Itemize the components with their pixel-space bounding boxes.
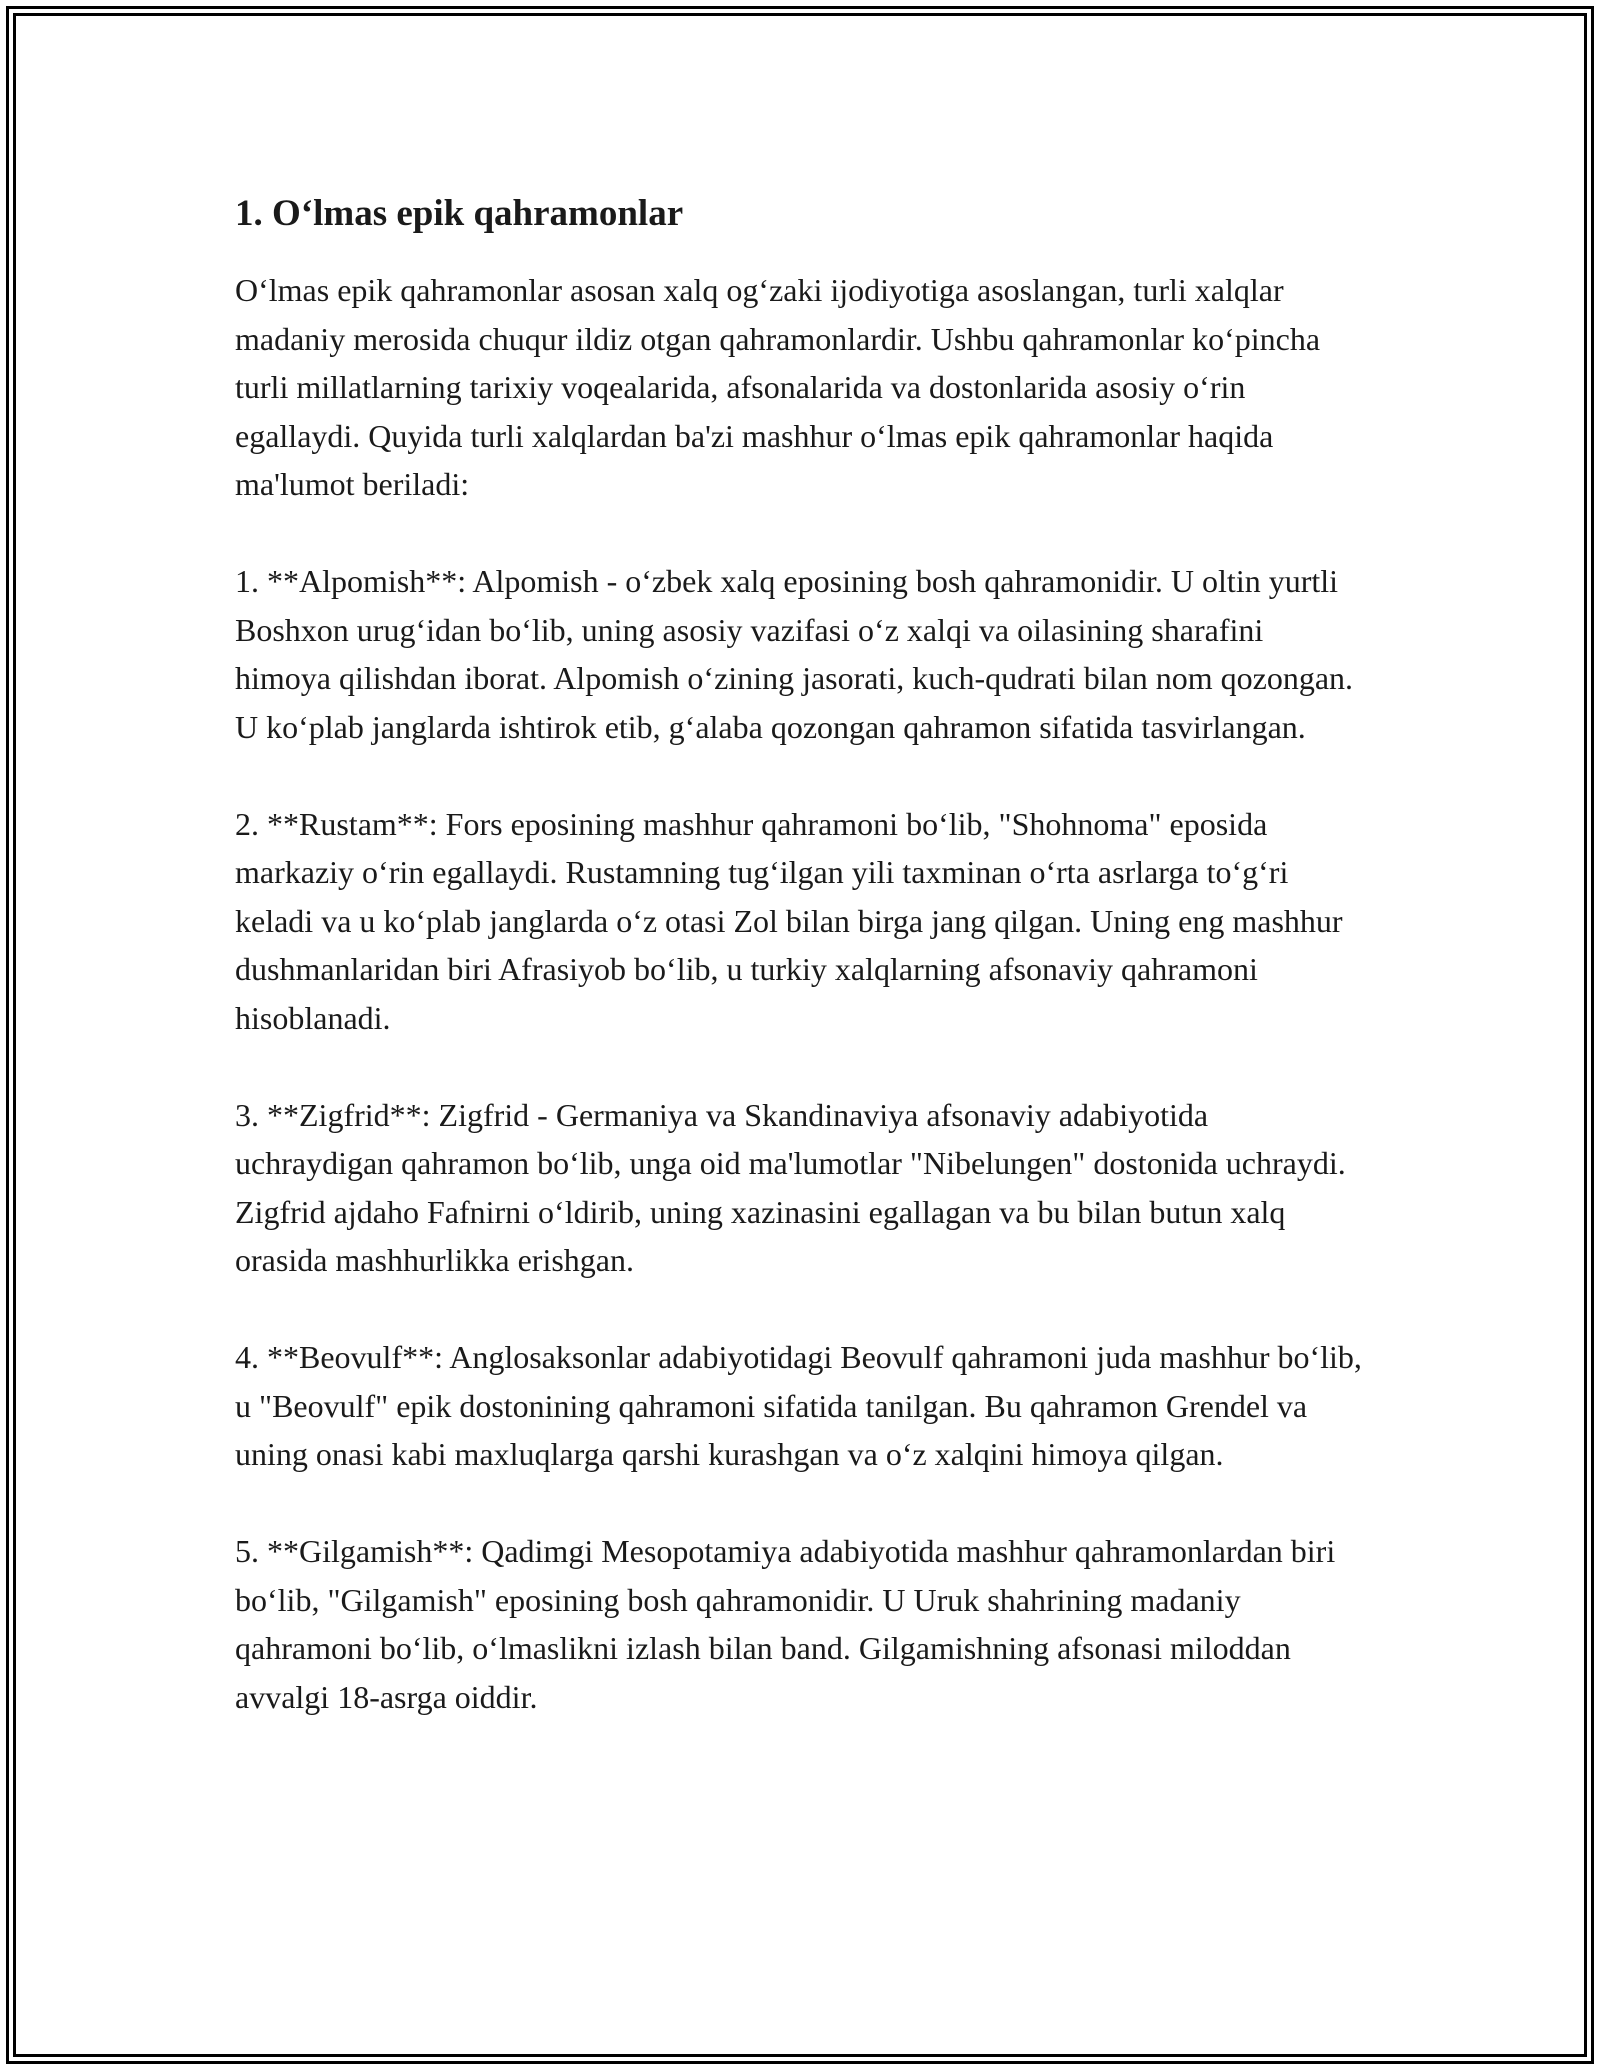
list-item-beovulf: 4. **Beovulf**: Anglosaksonlar adabiyotidagi Beovulf qahramoni juda mashhur bo‘lib, u "Beovulf" epik dostonining qahramoni sifatida tanilgan. Bu qahramon Grendel va uning onasi kabi maxluqlarga qarshi kurashgan va o‘z xalqini himoya qilgan. xyxy=(235,1339,1362,1472)
list-item-rustam: 2. **Rustam**: Fors eposining mashhur qahramoni bo‘lib, "Shohnoma" eposida markaziy o‘rin egallaydi. Rustamning tug‘ilgan yili taxminan o‘rta asrlarga to‘g‘ri keladi va u ko‘plab janglarda o‘z otasi Zol bilan birga jang qilgan. Uning eng mashhur dushmanlaridan biri Afrasiyob bo‘lib, u turkiy xalqlarning afsonaviy qahramoni hisoblanadi. xyxy=(235,805,1343,1036)
list-item-zigfrid: 3. **Zigfrid**: Zigfrid - Germaniya va Skandinaviya afsonaviy adabiyotida uchraydigan qahramon bo‘lib, unga oid ma'lumotlar "Nibelungen" dostonida uchraydi. Zigfrid ajdaho Fafnirni o‘ldirib, uning xazinasini egallagan va bu bilan butun xalq orasida mashhurlikka erishgan. xyxy=(235,1096,1346,1278)
intro-paragraph: O‘lmas epik qahramonlar asosan xalq og‘zaki ijodiyotiga asoslangan, turli xalqlar madaniy merosida chuqur ildiz otgan qahramonlardir. Ushbu qahramonlar ko‘pincha turli millatlarning tarixiy voqealarida, afsonalarida va dostonlarida asosiy o‘rin egallaydi. Quyida turli xalqlardan ba'zi mashhur o‘lmas epik qahramonlar haqida ma'lumot beriladi: xyxy=(235,272,1321,502)
list-item-alpomish: 1. **Alpomish**: Alpomish - o‘zbek xalq eposining bosh qahramonidir. U oltin yurtli Boshxon urug‘idan bo‘lib, uning asosiy vazifasi o‘z xalqi va oilasining sharafini himoya qilishdan iborat. Alpomish o‘zining jasorati, kuch-qudrati bilan nom qozongan. U ko‘plab janglarda ishtirok etib, g‘alaba qozongan qahramon sifatida tasvirlangan. xyxy=(235,563,1354,745)
list-item-gilgamish: 5. **Gilgamish**: Qadimgi Mesopotamiya adabiyotida mashhur qahramonlardan biri bo‘lib, "Gilgamish" eposining bosh qahramonidir. U Uruk shahrining madaniy qahramoni bo‘lib, o‘lmaslikni izlash bilan band. Gilgamishning afsonasi miloddan avvalgi 18-asrga oiddir. xyxy=(235,1533,1336,1715)
section-heading: 1. O‘lmas epik qahramonlar xyxy=(235,193,684,234)
document-body xyxy=(235,186,1365,1770)
